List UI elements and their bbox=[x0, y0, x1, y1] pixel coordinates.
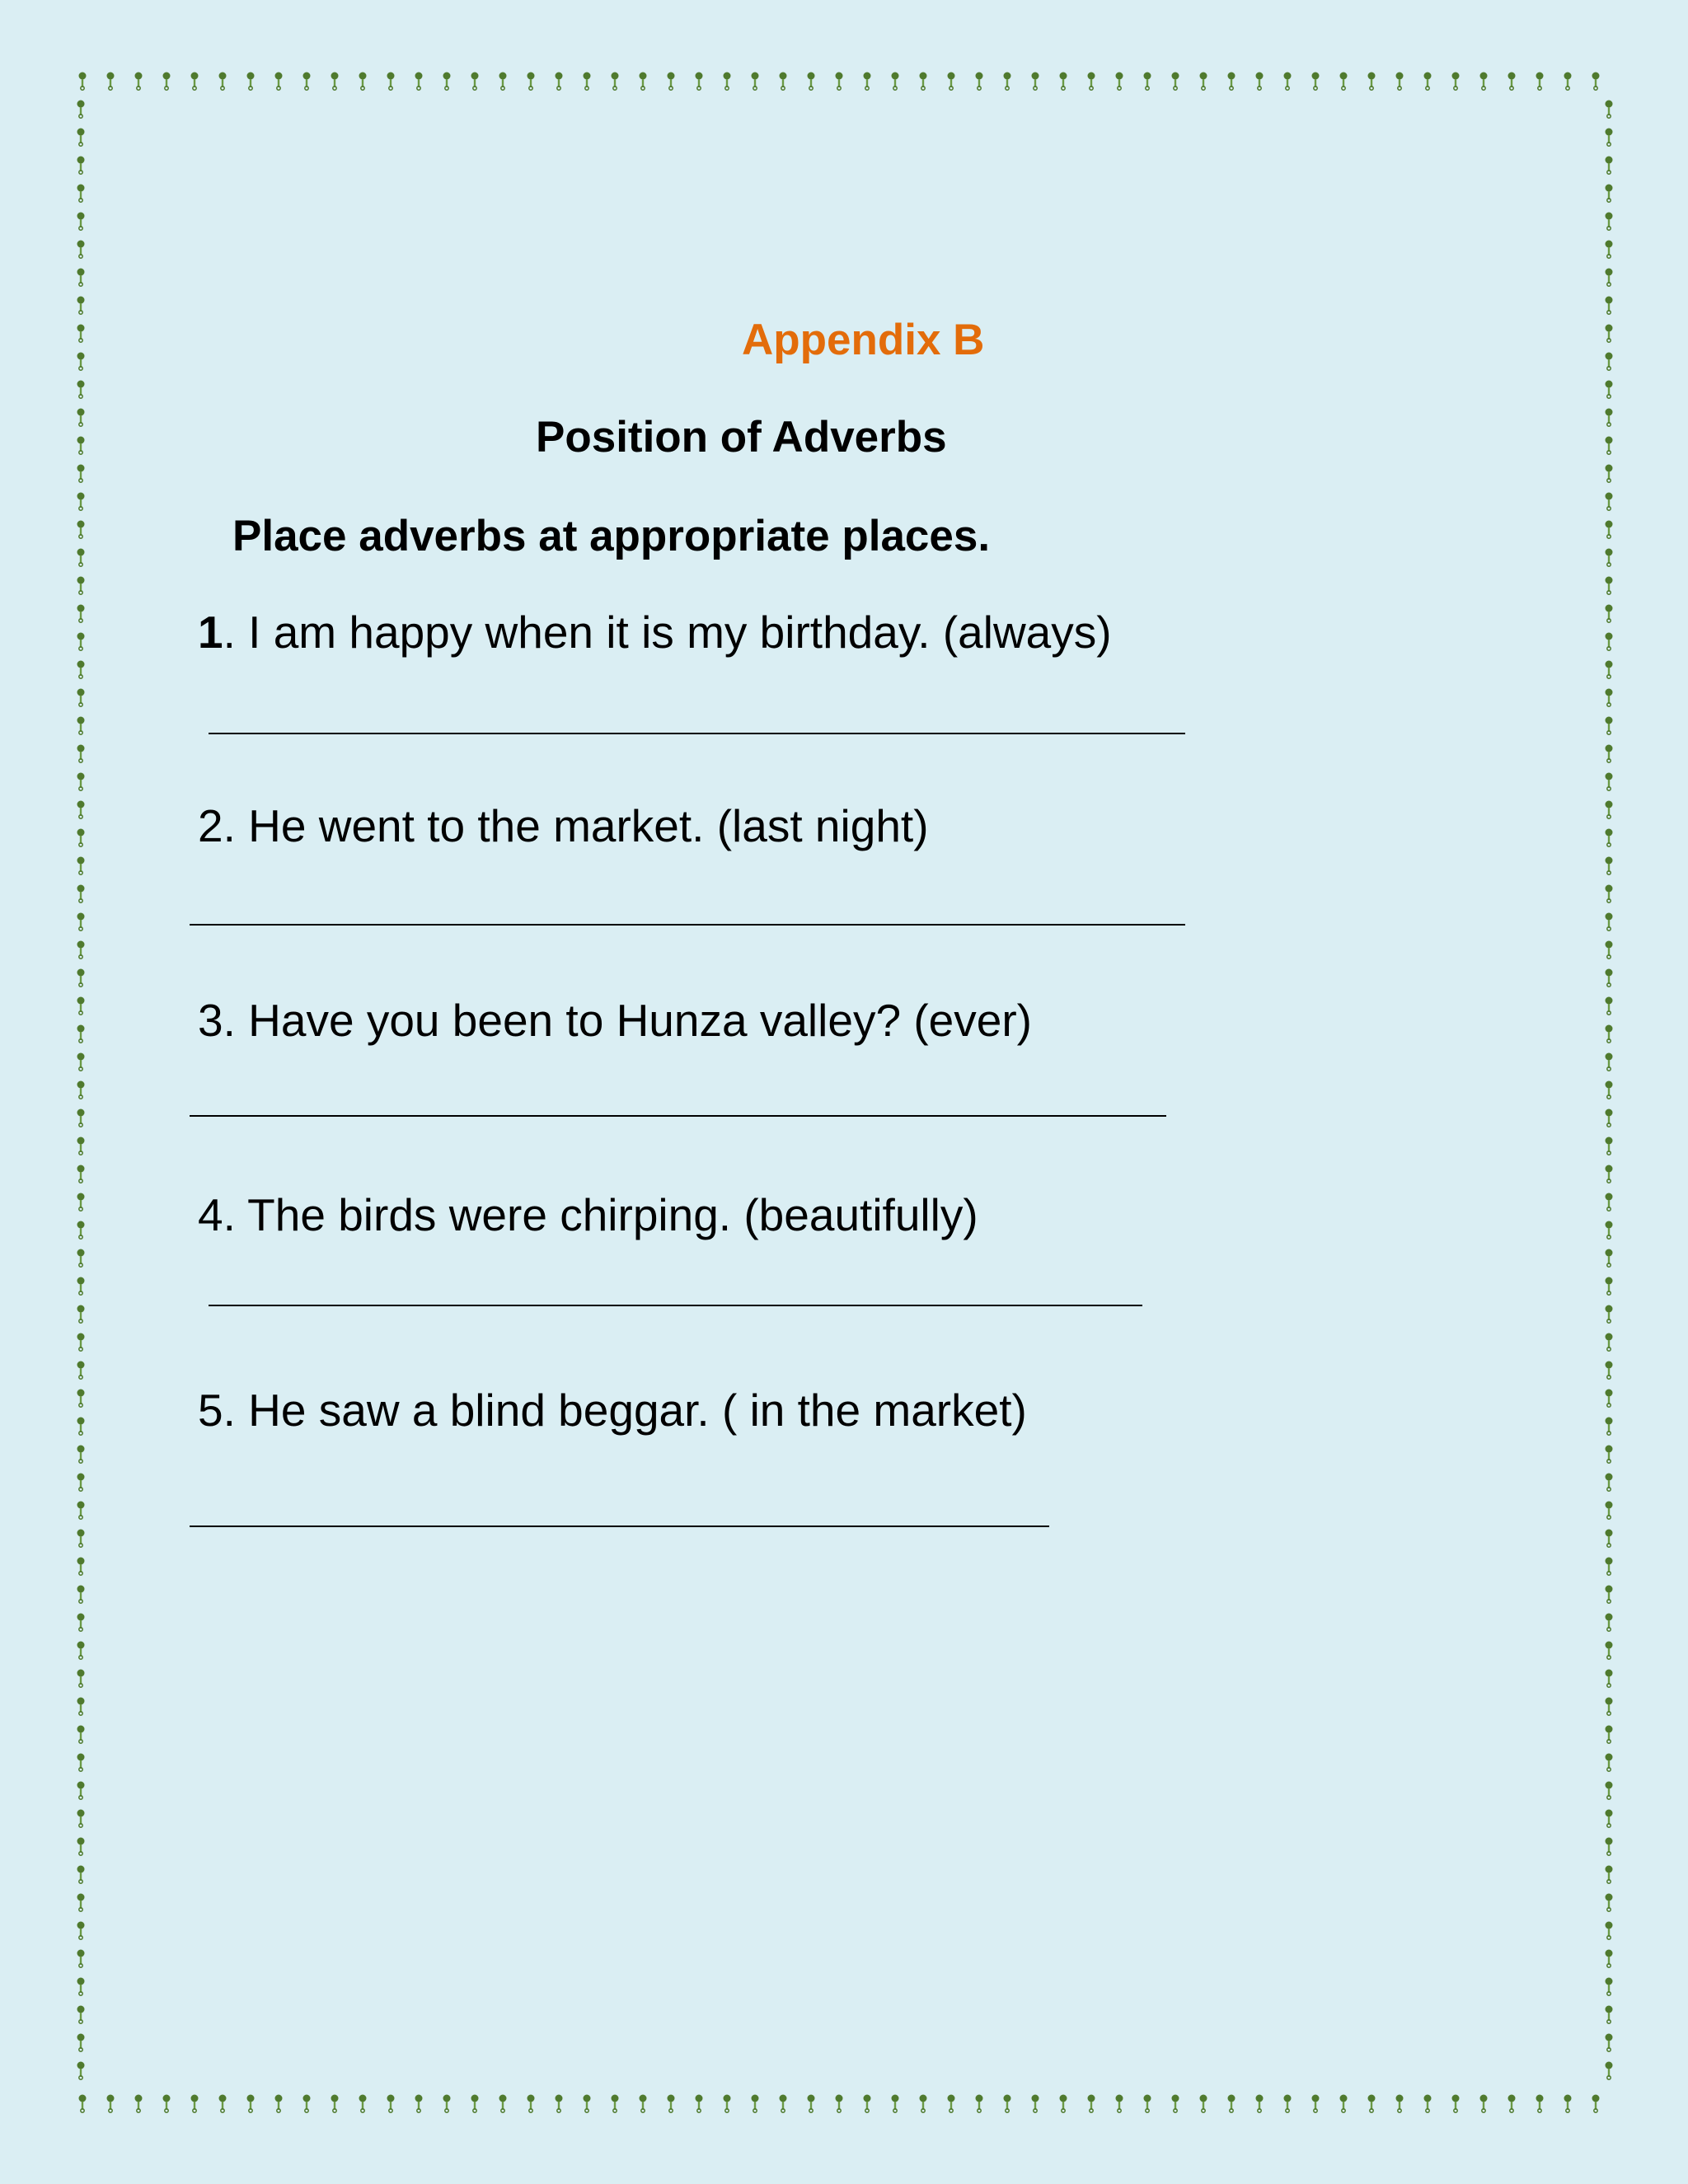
answer-line-5[interactable] bbox=[190, 1526, 1049, 1527]
question-text: . The birds were chirping. (beautifully) bbox=[223, 1189, 978, 1240]
question-number: 1 bbox=[198, 607, 223, 658]
question-3 bbox=[198, 994, 1032, 1047]
question-text: . He went to the market. (last night) bbox=[223, 800, 929, 851]
decorative-page-border bbox=[74, 66, 1615, 2118]
answer-line-1[interactable] bbox=[209, 733, 1185, 734]
answer-line-4[interactable] bbox=[209, 1305, 1142, 1306]
question-text: . He saw a blind beggar. ( in the market) bbox=[223, 1385, 1027, 1436]
question-number: 2 bbox=[198, 800, 223, 851]
question-2 bbox=[198, 799, 929, 852]
question-5 bbox=[198, 1384, 1027, 1436]
question-number: 4 bbox=[198, 1189, 223, 1240]
question-number: 5 bbox=[198, 1385, 223, 1436]
answer-line-2[interactable] bbox=[190, 924, 1185, 926]
flower-ornament-icon bbox=[74, 66, 1615, 2118]
instruction-text: Place adverbs at appropriate places. bbox=[232, 512, 991, 560]
answer-line-3[interactable] bbox=[190, 1115, 1166, 1117]
page-title: Appendix B bbox=[742, 316, 985, 364]
question-text: . I am happy when it is my birthday. (always) bbox=[223, 607, 1112, 658]
question-1 bbox=[198, 606, 1112, 658]
question-4 bbox=[198, 1188, 978, 1241]
page-subtitle: Position of Adverbs bbox=[536, 413, 947, 462]
question-number: 3 bbox=[198, 995, 223, 1046]
question-text: . Have you been to Hunza valley? (ever) bbox=[223, 995, 1032, 1046]
